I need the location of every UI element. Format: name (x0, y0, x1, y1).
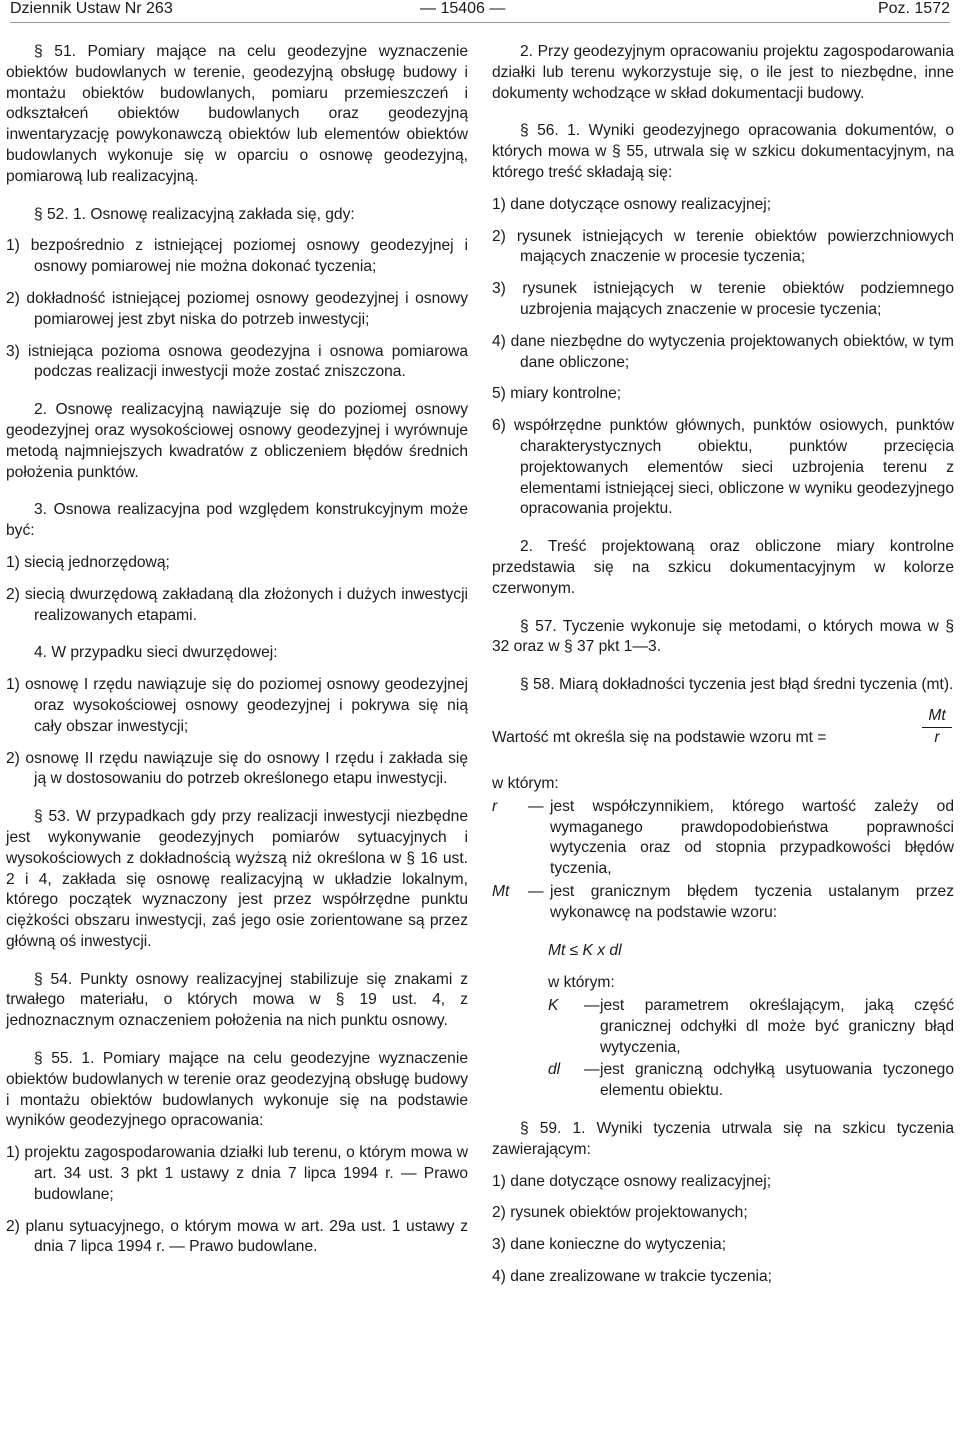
list-item: 1) projektu zagospodarowania działki lub terenu, o którym mowa w art. 34 ust. 3 pkt 1 ustawy z dnia 7 lipca 1994 r. — Prawo budowlane; (6, 1144, 468, 1203)
symbol-r: r (492, 797, 498, 815)
list-item: 3) rysunek istniejących w terenie obiektów podziemnego uzbrojenia mających znaczenie w procesie tyczenia; (492, 280, 954, 318)
symbol-dl: dl (548, 1061, 561, 1079)
definition-text: jest parametrem określającym, jaką część granicznej odchyłki dl może być graniczny błąd wytyczenia, (600, 997, 954, 1056)
definition-text: jest współczynnikiem, którego wartość zależy od wymaganego prawdopodobieństwa poprawności wytyczenia oraz od stopnia przypadkowości błędów tyczenia, (550, 797, 954, 878)
formula-numerator: Mt (922, 706, 952, 728)
list-item: 1) siecią jednorzędową; (6, 553, 170, 571)
formula-text: Wartość mt określa się na podstawie wzoru mt = (492, 728, 827, 746)
position-number: Poz. 1572 (877, 0, 950, 17)
list-item: 2) dokładność istniejącej poziomej osnowy geodezyjnej i osnowy pomiarowej jest zbyt niska do potrzeb inwestycji; (6, 289, 468, 328)
list-item: 2) siecią dwurzędową zakładaną dla złożonych i dużych inwestycji realizowanych etapami. (6, 585, 468, 624)
list-item: 1) bezpośrednio z istniejącej poziomej osnowy geodezyjnej i osnowy pomiarowej nie można dokonać tyczenia; (6, 237, 468, 276)
definition-text: jest granicznym błędem tyczenia ustalanym przez wykonawcę na podstawie wzoru: (550, 882, 954, 921)
header-divider (10, 22, 950, 23)
list-item: 1) dane dotyczące osnowy realizacyjnej; (492, 195, 772, 213)
paragraph-s54: § 54. Punkty osnowy realizacyjnej stabilizuje się znakami z trwałego materiału, o których mowa w § 19 ust. 4, z jednoznacznym oznaczeniem położenia na nich punktu osnowy. (6, 970, 468, 1030)
list-item: 2) planu sytuacyjnego, o którym mowa w art. 29a ust. 1 ustawy z dnia 7 lipca 1994 r. — Prawo budowlane. (6, 1217, 468, 1256)
paragraph-s52-2: 2. Osnowę realizacyjną nawiązuje się do poziomej osnowy geodezyjnej oraz wysokościowej osnowy geodezyjnej i wyrównuje metodą najmniejszych kwadratów z obliczeniem błędów średnich położenia punktów. (6, 401, 468, 481)
list-item: 5) miary kontrolne; (492, 385, 622, 403)
right-column (492, 42, 954, 1288)
definition-text: jest graniczną odchyłką usytuowania tyczonego elementu obiektu. (600, 1061, 954, 1100)
definition-dash: — (528, 797, 544, 815)
formula-fraction (922, 706, 952, 749)
definition-k (492, 996, 954, 1058)
definition-dash: — (584, 1061, 600, 1079)
paragraph-s53: § 53. W przypadkach gdy przy realizacji inwestycji niezbędne jest wykonywanie geodezyjnych pomiarów sytuacyjnych i wysokościowych z dokładnością wyższą niż określona w § 16 ust. 2 i 4, zakłada się osnowę realizacyjną w układzie lokalnym, którego początek wyznaczony jest przez współrzędne punktu ciężkości obszaru inwestycji, zaś jego osie zorientowane są przez główną oś inwestycji. (6, 808, 468, 950)
definition-dash: — (584, 997, 600, 1015)
list-item: 6) współrzędne punktów głównych, punktów osiowych, punktów charakterystycznych obiektu, punktów przecięcia projektowanych elementów sieci uzbrojenia terenu z elementami istniejącej sieci, obliczone w wyniku geodezyjnego opracowania projektu. (492, 417, 954, 518)
list-item: 2) rysunek istniejących w terenie obiektów powierzchniowych mających znaczenie w procesie tyczenia; (492, 227, 954, 266)
where-label: w którym: (548, 974, 615, 992)
definition-mt (492, 882, 954, 924)
definition-dl (492, 1060, 954, 1102)
paragraph-s52-3: 3. Osnowa realizacyjna pod względem konstrukcyjnym może być: (6, 501, 468, 540)
symbol-k: K (548, 997, 559, 1015)
list-item: 1) dane dotyczące osnowy realizacyjnej; (492, 1172, 772, 1190)
definition-dash: — (528, 882, 544, 900)
list-item: 3) istniejąca pozioma osnowa geodezyjna i osnowa pomiarowa podczas realizacji inwestycji może zostać zniszczona. (6, 342, 468, 381)
paragraph-s59-1: § 59. 1. Wyniki tyczenia utrwala się na szkicu tyczenia zawierającym: (492, 1120, 954, 1158)
list-item: 4) dane niezbędne do wytyczenia projektowanych obiektów, w tym dane obliczone; (492, 332, 954, 371)
paragraph-s58: § 58. Miarą dokładności tyczenia jest błąd średni tyczenia (mt). (520, 676, 954, 694)
paragraph-s55-2: 2. Przy geodezyjnym opracowaniu projektu zagospodarowania działki lub terenu wykorzystuje się, o ile jest to niezbędne, inne dokumenty wchodzące w skład dokumentacji budowy. (492, 43, 954, 102)
left-column (6, 42, 468, 1258)
formula-mt-limit: Mt ≤ K x dl (548, 941, 622, 959)
paragraph-s52-4: 4. W przypadku sieci dwurzędowej: (34, 644, 278, 662)
list-item: 1) osnowę I rzędu nawiązuje się do poziomej osnowy geodezyjnej oraz wysokościowej osnowy geodezyjnej i pokrywa się nią cały obszar inwestycji; (6, 676, 468, 735)
journal-title: Dziennik Ustaw Nr 263 (10, 0, 173, 17)
symbol-mt: Mt (492, 882, 510, 900)
page-number: — 15406 — (420, 0, 506, 17)
list-item: 2) rysunek obiektów projektowanych; (492, 1204, 748, 1222)
paragraph-s56-1: § 56. 1. Wyniki geodezyjnego opracowania dokumentów, o których mowa w § 55, utrwala się w szkicu dokumentacyjnym, na którego treść składają się: (492, 122, 954, 181)
formula-denominator: r (934, 728, 940, 746)
paragraph-s57: § 57. Tyczenie wykonuje się metodami, o których mowa w § 32 oraz w § 37 pkt 1—3. (492, 617, 954, 656)
paragraph-s56-2: 2. Treść projektowaną oraz obliczone miary kontrolne przedstawia się na szkicu dokumentacyjnym w kolorze czerwonym. (492, 538, 954, 597)
list-item: 4) dane zrealizowane w trakcie tyczenia; (492, 1268, 772, 1286)
definition-r (492, 797, 954, 880)
formula-mt (492, 706, 954, 762)
paragraph-s52-1: § 52. 1. Osnowę realizacyjną zakłada się, gdy: (34, 205, 355, 223)
list-item: 3) dane konieczne do wytyczenia; (492, 1236, 727, 1254)
paragraph-s55-1: § 55. 1. Pomiary mające na celu geodezyjne wyznaczenie obiektów budowlanych w terenie oraz geodezyjną obsługę budowy i montażu obiektów budowlanych wykonuje się na podstawie wyników geodezyjnego opracowania: (6, 1050, 468, 1130)
where-label: w którym: (492, 774, 559, 792)
page-header (0, 0, 960, 26)
paragraph-s51: § 51. Pomiary mające na celu geodezyjne wyznaczenie obiektów budowlanych w terenie, geodezyjną obsługę budowy i montażu obiektów budowlanych, pomiaru przemieszczeń i odkształceń obiektów budowlanych oraz geodezyjną inwentaryzację powykonawczą obiektów lub elementów obiektów budowlanych wykonuje się w oparciu o osnowę geodezyjną, pomiarową lub realizacyjną. (6, 43, 468, 185)
list-item: 2) osnowę II rzędu nawiązuje się do osnowy I rzędu i zakłada się ją w dostosowaniu do potrzeb określonego etapu inwestycji. (6, 749, 468, 788)
